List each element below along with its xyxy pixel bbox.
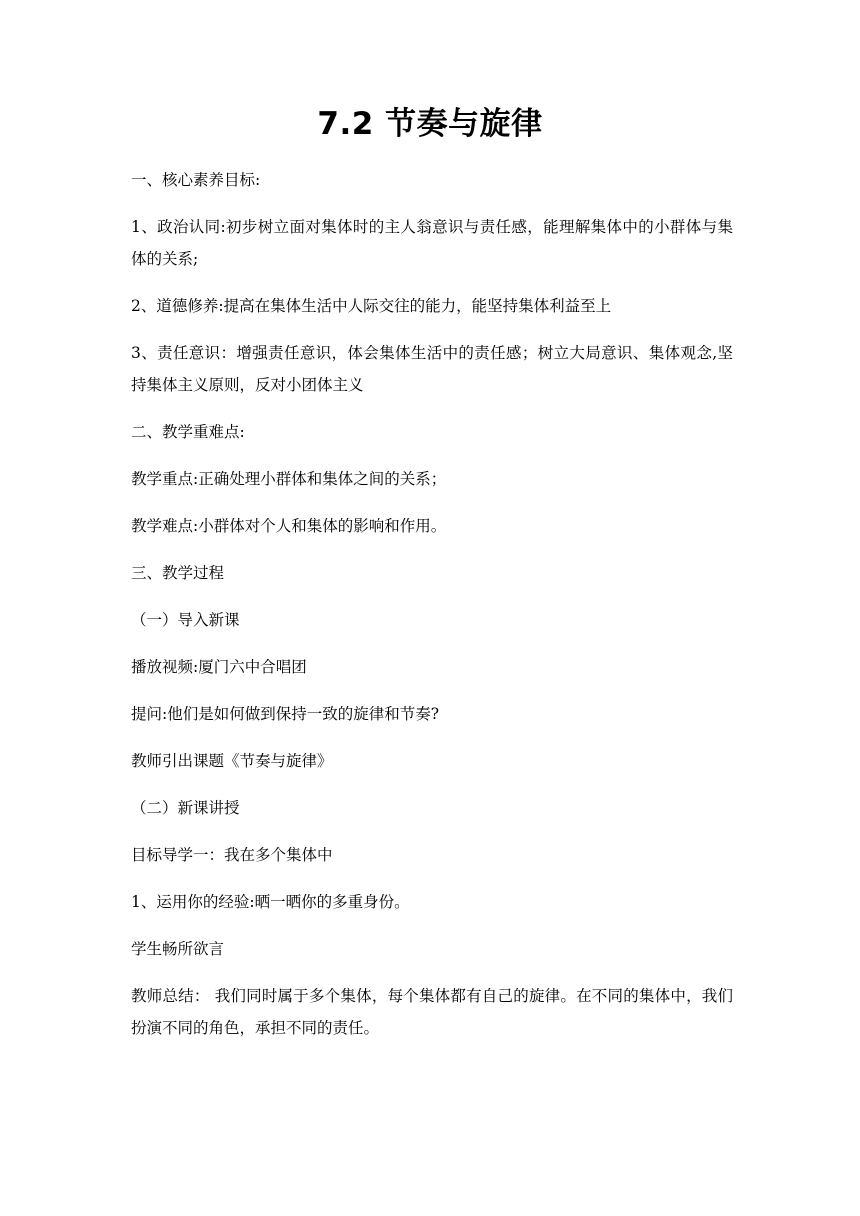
objective-one: 目标导学一：我在多个集体中 xyxy=(131,846,333,864)
document-body xyxy=(131,164,733,1059)
section-heading-process: 三、教学过程 xyxy=(131,564,225,582)
section-heading-goals: 一、核心素养目标: xyxy=(131,171,261,189)
goal-responsibility: 3、责任意识：增强责任意识，体会集体生活中的责任感；树立大局意识、集体观念,坚持集体主义原则，反对小团体主义 xyxy=(131,344,733,394)
difficult-point: 教学难点:小群体对个人和集体的影响和作用。 xyxy=(131,517,447,535)
subsection-new-lesson: （二）新课讲授 xyxy=(131,799,240,817)
section-heading-key-points: 二、教学重难点: xyxy=(131,423,245,441)
key-point: 教学重点:正确处理小群体和集体之间的关系； xyxy=(131,470,447,488)
student-discussion: 学生畅所欲言 xyxy=(131,940,225,958)
goal-political-identity: 1、政治认同:初步树立面对集体时的主人翁意识与责任感，能理解集体中的小群体与集体的关系; xyxy=(131,218,733,268)
intro-video: 播放视频:厦门六中合唱团 xyxy=(131,658,307,676)
goal-moral-cultivation: 2、道德修养:提高在集体生活中人际交往的能力，能坚持集体利益至上 xyxy=(131,297,612,315)
activity-one: 1、运用你的经验:晒一晒你的多重身份。 xyxy=(131,893,410,911)
teacher-summary: 教师总结： 我们同时属于多个集体，每个集体都有自己的旋律。在不同的集体中，我们扮演不同的角色，承担不同的责任。 xyxy=(131,987,733,1037)
subsection-intro: （一）导入新课 xyxy=(131,611,240,629)
intro-question: 提问:他们是如何做到保持一致的旋律和节奏? xyxy=(131,705,440,723)
intro-topic: 教师引出课题《节奏与旋律》 xyxy=(131,752,333,770)
document-title: 7.2 节奏与旋律 xyxy=(317,106,543,142)
